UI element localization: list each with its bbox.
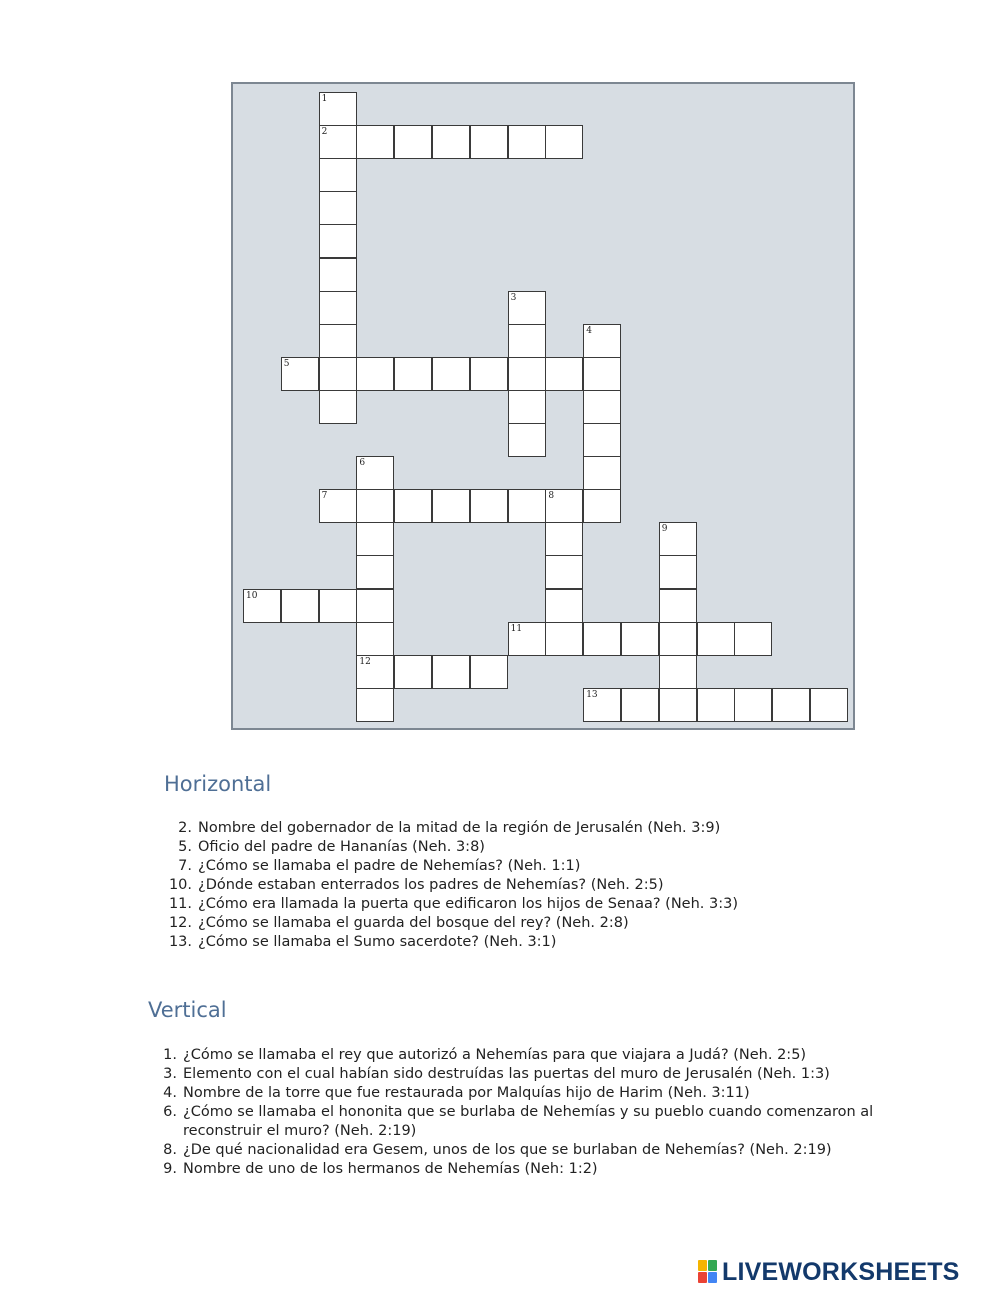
clue-item-number: 10. <box>168 877 192 893</box>
clue-item-number: 11. <box>168 896 192 912</box>
crossword-cell[interactable] <box>508 423 546 457</box>
crossword-cell[interactable] <box>356 589 394 623</box>
clue-number: 3 <box>510 292 517 303</box>
clue-item-text: ¿Cómo se llamaba el hononita que se burlaba de Nehemías y su pueblo cuando comenzaron al reconstruir el muro? (Neh. 2:19) <box>183 1104 874 1139</box>
crossword-cell[interactable] <box>659 622 697 656</box>
crossword-cell[interactable] <box>432 655 470 689</box>
brand-name: LIVEWORKSHEETS <box>722 1257 960 1286</box>
clue-item <box>160 876 738 895</box>
clue-item-text: Nombre del gobernador de la mitad de la región de Jerusalén (Neh. 3:9) <box>198 820 721 836</box>
clue-item-number: 3. <box>163 1066 177 1082</box>
crossword-cell[interactable] <box>508 125 546 159</box>
clue-item <box>160 914 738 933</box>
clue-item-text: ¿Cómo se llamaba el Sumo sacerdote? (Neh. 3:1) <box>198 934 557 950</box>
clue-item-text: Nombre de la torre que fue restaurada por Malquías hijo de Harim (Neh. 3:11) <box>183 1085 750 1101</box>
crossword-cell[interactable] <box>621 688 659 722</box>
clue-item <box>160 819 738 838</box>
crossword-cell[interactable] <box>243 589 281 623</box>
clue-item-text: ¿Cómo se llamaba el padre de Nehemías? (Neh. 1:1) <box>198 858 581 874</box>
clue-item <box>145 1084 945 1103</box>
crossword-cell[interactable] <box>659 589 697 623</box>
clue-item-number: 12. <box>168 915 192 931</box>
liveworksheets-logo <box>698 1257 960 1287</box>
crossword-cell[interactable] <box>583 423 621 457</box>
crossword-cell[interactable] <box>508 390 546 424</box>
clue-item <box>145 1046 945 1065</box>
clue-number: 12 <box>359 656 371 667</box>
clue-number: 4 <box>586 325 592 336</box>
clue-item <box>145 1103 945 1141</box>
crossword-cell[interactable] <box>545 489 583 523</box>
crossword-cell[interactable] <box>508 357 546 391</box>
clue-item <box>145 1065 945 1084</box>
clue-number: 1 <box>321 94 328 104</box>
clue-item-text: ¿Cómo se llamaba el guarda del bosque del rey? (Neh. 2:8) <box>198 915 629 931</box>
crossword-cell[interactable] <box>545 357 583 391</box>
crossword-cell[interactable] <box>697 622 735 656</box>
crossword-cell[interactable] <box>356 688 394 722</box>
crossword-cell[interactable] <box>394 489 432 523</box>
crossword-cell[interactable] <box>772 688 810 722</box>
clue-item <box>160 933 738 952</box>
vertical-heading: Vertical <box>148 998 227 1022</box>
crossword-cell[interactable] <box>583 390 621 424</box>
crossword-cell[interactable] <box>583 688 621 722</box>
crossword-cell[interactable] <box>470 655 508 689</box>
crossword-cell[interactable] <box>356 456 394 490</box>
clue-item <box>145 1160 945 1179</box>
crossword-cell[interactable] <box>432 125 470 159</box>
crossword-cell[interactable] <box>508 622 546 656</box>
clue-item-text: ¿De qué nacionalidad era Gesem, unos de los que se burlaban de Nehemías? (Neh. 2:19) <box>183 1142 832 1158</box>
crossword-cell[interactable] <box>659 522 697 556</box>
brand-square-3 <box>698 1272 707 1283</box>
clue-item-number: 5. <box>178 839 192 855</box>
crossword-cell[interactable] <box>432 357 470 391</box>
clue-number: 9 <box>661 524 668 535</box>
crossword-cell[interactable] <box>319 158 357 192</box>
clue-item-number: 4. <box>163 1085 177 1101</box>
clue-item-number: 8. <box>163 1142 177 1158</box>
crossword-cell[interactable] <box>545 125 583 159</box>
crossword-cell[interactable] <box>319 125 357 159</box>
clue-item-number: 6. <box>163 1104 177 1120</box>
crossword-cell[interactable] <box>281 589 319 623</box>
clue-number: 2 <box>321 127 328 138</box>
clue-number: 13 <box>586 689 598 700</box>
crossword-cell[interactable] <box>470 489 508 523</box>
crossword-cell[interactable] <box>356 522 394 556</box>
clue-number: 11 <box>510 623 523 634</box>
crossword-cell[interactable] <box>319 324 357 358</box>
crossword-cell[interactable] <box>319 258 357 292</box>
clue-number: 7 <box>321 491 328 502</box>
crossword-cell[interactable] <box>356 555 394 589</box>
crossword-cell[interactable] <box>470 125 508 159</box>
crossword-cell[interactable] <box>356 125 394 159</box>
clue-item-text: Elemento con el cual habían sido destruídas las puertas del muro de Jerusalén (Neh. 1:3) <box>183 1066 830 1082</box>
clue-item-number: 2. <box>178 820 192 836</box>
crossword-cell[interactable] <box>319 390 357 424</box>
crossword-cell[interactable] <box>583 489 621 523</box>
crossword-cell[interactable] <box>583 324 621 358</box>
crossword-cell[interactable] <box>583 456 621 490</box>
clue-item <box>160 838 738 857</box>
crossword-cell[interactable] <box>319 191 357 225</box>
clue-item <box>145 1141 945 1160</box>
clue-item <box>160 895 738 914</box>
crossword-cell[interactable] <box>508 291 546 325</box>
crossword-cell[interactable] <box>394 125 432 159</box>
clue-item-text: Nombre de uno de los hermanos de Nehemías (Neh: 1:2) <box>183 1161 598 1177</box>
crossword-cell[interactable] <box>545 622 583 656</box>
crossword-cell[interactable] <box>697 688 735 722</box>
crossword-cell[interactable] <box>545 589 583 623</box>
crossword-cell[interactable] <box>319 92 357 126</box>
crossword-cell[interactable] <box>659 688 697 722</box>
crossword-cell[interactable] <box>356 655 394 689</box>
crossword-cell[interactable] <box>356 357 394 391</box>
crossword-cell[interactable] <box>545 555 583 589</box>
crossword-cell[interactable] <box>394 357 432 391</box>
crossword-cell[interactable] <box>319 589 357 623</box>
crossword-cell[interactable] <box>659 655 697 689</box>
clue-item <box>160 857 738 876</box>
crossword-cell[interactable] <box>508 489 546 523</box>
clue-number: 5 <box>283 358 290 369</box>
clue-number: 10 <box>246 590 258 601</box>
crossword-cell[interactable] <box>356 489 394 523</box>
clue-item-text: ¿Cómo se llamaba el rey que autorizó a Nehemías para que viajara a Judá? (Neh. 2:5) <box>183 1047 807 1063</box>
crossword-cell[interactable] <box>583 357 621 391</box>
clue-item-number: 9. <box>163 1161 177 1177</box>
crossword-cell[interactable] <box>583 622 621 656</box>
crossword-cell[interactable] <box>508 324 546 358</box>
crossword-cell[interactable] <box>810 688 848 722</box>
clue-item-number: 1. <box>163 1047 177 1063</box>
clue-item-text: ¿Dónde estaban enterrados los padres de Nehemías? (Neh. 2:5) <box>198 877 664 893</box>
crossword-cell[interactable] <box>734 688 772 722</box>
crossword-cell[interactable] <box>545 522 583 556</box>
crossword-cell[interactable] <box>394 655 432 689</box>
horizontal-heading: Horizontal <box>164 772 272 796</box>
clue-number: 8 <box>548 491 555 502</box>
crossword-grid <box>231 82 855 730</box>
crossword-cell[interactable] <box>621 622 659 656</box>
crossword-cell[interactable] <box>319 489 357 523</box>
crossword-cell[interactable] <box>319 291 357 325</box>
clue-item-number: 7. <box>178 858 192 874</box>
brand-square-2 <box>708 1260 717 1271</box>
brand-mark-icon <box>698 1260 718 1284</box>
clue-item-text: Oficio del padre de Hananías (Neh. 3:8) <box>198 839 485 855</box>
crossword-cell[interactable] <box>659 555 697 589</box>
crossword-cell[interactable] <box>470 357 508 391</box>
brand-square-4 <box>708 1272 717 1283</box>
clue-item-number: 13. <box>168 934 192 950</box>
clue-number: 6 <box>359 458 366 469</box>
crossword-cell[interactable] <box>432 489 470 523</box>
vertical-clues-list <box>145 1046 945 1179</box>
crossword-cell[interactable] <box>356 622 394 656</box>
crossword-cell[interactable] <box>281 357 319 391</box>
brand-square-1 <box>698 1260 707 1271</box>
crossword-cell[interactable] <box>734 622 772 656</box>
crossword-cell[interactable] <box>319 357 357 391</box>
crossword-cell[interactable] <box>319 224 357 258</box>
horizontal-clues-list <box>160 819 738 952</box>
clue-item-text: ¿Cómo era llamada la puerta que edificaron los hijos de Senaa? (Neh. 3:3) <box>198 896 738 912</box>
